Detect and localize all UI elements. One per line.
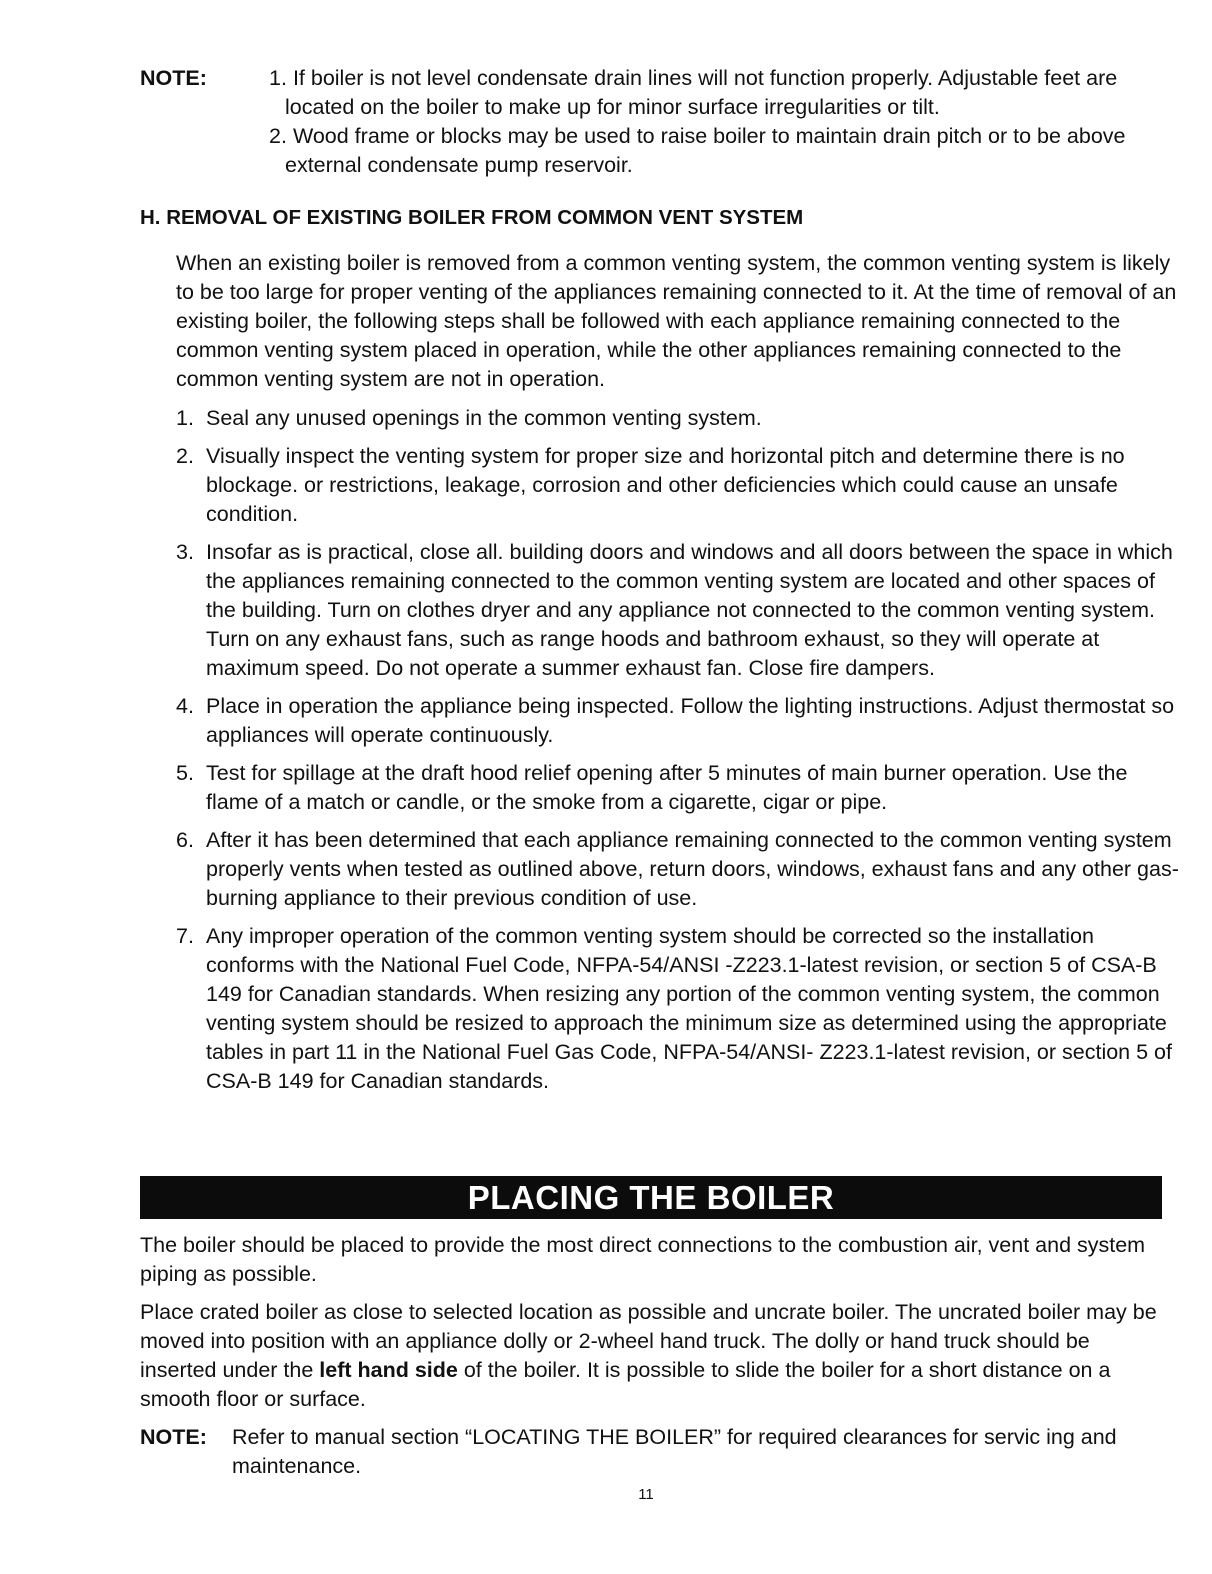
top-note-item: 1. If boiler is not level condensate drain lines will not function properly. Adjustable feet are located on the boiler to make up for minor surface irregularities or tilt. <box>269 66 1118 119</box>
placing-section <box>140 1231 1170 1481</box>
list-item: 2. Visually inspect the venting system for proper size and horizontal pitch and determine there is no blockage. or restrictions, leakage, corrosion and other deficiencies which could cause an unsafe condition. <box>176 444 1125 526</box>
section-heading: H. REMOVAL OF EXISTING BOILER FROM COMMON VENT SYSTEM <box>140 206 804 229</box>
list-item: 4. Place in operation the appliance being inspected. Follow the lighting instructions. Adjust thermostat so appliances will operate continuously. <box>176 694 1175 747</box>
bottom-note-text: Refer to manual section “LOCATING THE BOILER” for required clearances for servic ing and maintenance. <box>232 1425 1117 1478</box>
list-item: 5. Test for spillage at the draft hood relief opening after 5 minutes of main burner operation. Use the flame of a match or candle, or the smoke from a cigarette, cigar or pipe. <box>176 761 1128 814</box>
bottom-note-label: NOTE: <box>140 1425 207 1449</box>
top-note-label: NOTE: <box>140 66 207 90</box>
list-item: 1. Seal any unused openings in the common venting system. <box>176 406 762 430</box>
top-note <box>140 64 1180 180</box>
page-number: 11 <box>638 1486 654 1503</box>
emphasis-text: left hand side <box>319 1358 458 1382</box>
list-item: 3. Insofar as is practical, close all. building doors and windows and all doors between the space in which the appliances remaining connected to the common venting system are located and other spaces of the building. Turn on clothes dryer and any appliance not connected to the common venting system. Turn on any exhaust fans, such as range hoods and bathroom exhaust, so they will operate at maximum speed. Do not operate a summer exhaust fan. Close fire dampers. <box>176 540 1173 680</box>
list-item: 6. After it has been determined that each appliance remaining connected to the common venting system properly vents when tested as outlined above, return doors, windows, exhaust fans and any other gas-burning appliance to their previous condition of use. <box>176 828 1179 910</box>
section-intro: When an existing boiler is removed from a common venting system, the common venting system is likely to be too large for proper venting of the appliances remaining connected to it. At the time of removal of an existing boiler, the following steps shall be followed with each appliance remaining connected to the common venting system placed in operation, while the other appliances remaining connected to the common venting system are not in operation. <box>176 251 1177 391</box>
paragraph: The boiler should be placed to provide the most direct connections to the combustion air, vent and system piping as possible. <box>140 1233 1146 1286</box>
top-note-item: 2. Wood frame or blocks may be used to raise boiler to maintain drain pitch or to be above external condensate pump reservoir. <box>269 124 1126 177</box>
section-banner: PLACING THE BOILER <box>140 1176 1162 1219</box>
list-item: 7. Any improper operation of the common venting system should be corrected so the installation conforms with the National Fuel Code, NFPA-54/ANSI -Z223.1-latest revision, or section 5 of CSA-B 149 for Canadian standards. When resizing any portion of the common venting system, the common venting system should be resized to approach the minimum size as determined using the appropriate tables in part 11 in the National Fuel Gas Code, NFPA-54/ANSI- Z223.1-latest revision, or section 5 of CSA-B 149 for Canadian standards. <box>176 924 1172 1093</box>
steps-list <box>140 404 1180 1096</box>
bottom-note <box>140 1423 1170 1481</box>
paragraph: Place crated boiler as close to selected location as possible and uncrate boiler. The uncrated boiler may be moved into position with an appliance dolly or 2-wheel hand truck. The dolly or hand truck should be inserted under the left hand side of the boiler. It is possible to slide the boiler for a short distance on a smooth floor or surface. <box>140 1300 1157 1411</box>
section-h <box>140 204 1180 1105</box>
